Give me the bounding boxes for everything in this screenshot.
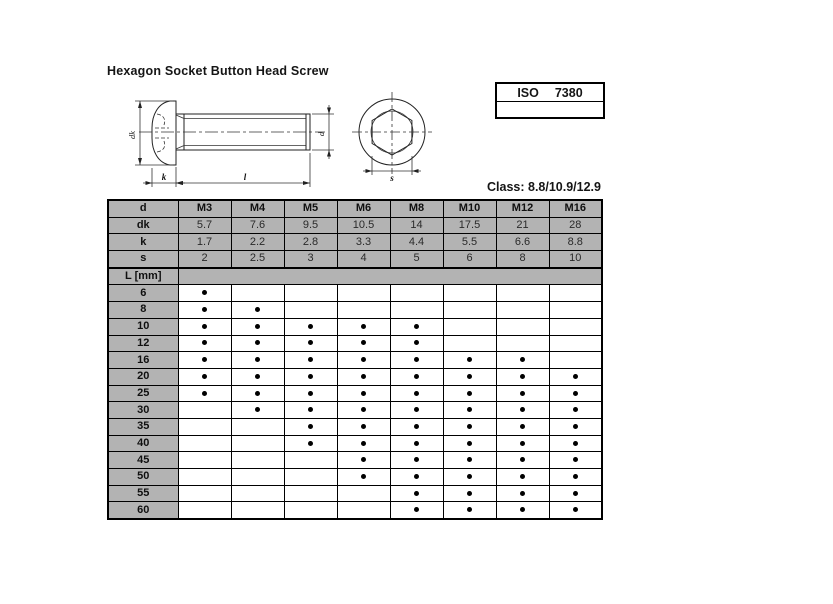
socket-hidden-line-bottom: [157, 141, 165, 152]
length-row: [108, 352, 602, 369]
length-row: [108, 418, 602, 435]
availability-cell: [390, 402, 443, 419]
availability-dot: [414, 391, 419, 396]
availability-cell: [178, 318, 231, 335]
availability-cell: [178, 452, 231, 469]
availability-dot: [255, 340, 260, 345]
availability-dot: [467, 441, 472, 446]
size-header-cell: M8: [390, 200, 443, 217]
availability-dot: [573, 507, 578, 512]
availability-dot: [414, 491, 419, 496]
availability-cell: [231, 302, 284, 319]
availability-dot: [573, 441, 578, 446]
iso-empty-row: [497, 102, 603, 117]
availability-cell: [337, 418, 390, 435]
availability-cell: [496, 368, 549, 385]
availability-cell: [284, 318, 337, 335]
availability-cell: [549, 469, 602, 486]
dim-value-cell: 2: [178, 251, 231, 268]
length-label-cell: 25: [108, 385, 178, 402]
availability-dot: [414, 407, 419, 412]
availability-cell: [337, 285, 390, 302]
length-row: [108, 435, 602, 452]
length-label-cell: 40: [108, 435, 178, 452]
availability-cell: [549, 452, 602, 469]
availability-dot: [414, 324, 419, 329]
availability-cell: [178, 385, 231, 402]
length-row: [108, 402, 602, 419]
availability-dot: [255, 407, 260, 412]
dim-label-l: l: [243, 172, 247, 182]
availability-cell: [496, 335, 549, 352]
availability-dot: [308, 441, 313, 446]
dim-row: [108, 234, 602, 251]
availability-cell: [496, 418, 549, 435]
socket-hidden-line-top: [157, 114, 165, 125]
dim-value-cell: 2.5: [231, 251, 284, 268]
availability-cell: [231, 318, 284, 335]
availability-cell: [496, 318, 549, 335]
availability-dot: [467, 474, 472, 479]
availability-cell: [337, 502, 390, 519]
length-row: [108, 469, 602, 486]
availability-cell: [178, 368, 231, 385]
availability-cell: [496, 352, 549, 369]
availability-cell: [496, 302, 549, 319]
availability-cell: [496, 402, 549, 419]
availability-cell: [443, 368, 496, 385]
availability-cell: [178, 502, 231, 519]
availability-dot: [361, 391, 366, 396]
size-header-cell: M5: [284, 200, 337, 217]
availability-cell: [231, 452, 284, 469]
size-header-cell: M10: [443, 200, 496, 217]
availability-dot: [520, 374, 525, 379]
availability-dot: [255, 374, 260, 379]
length-label-cell: 10: [108, 318, 178, 335]
availability-cell: [231, 335, 284, 352]
size-header-cell: M16: [549, 200, 602, 217]
availability-cell: [337, 302, 390, 319]
dim-value-cell: 28: [549, 217, 602, 234]
availability-dot: [573, 391, 578, 396]
iso-standard-box: [495, 82, 605, 119]
dim-value-cell: 10: [549, 251, 602, 268]
availability-dot: [467, 491, 472, 496]
availability-cell: [496, 502, 549, 519]
availability-cell: [231, 385, 284, 402]
availability-dot: [467, 457, 472, 462]
availability-cell: [284, 469, 337, 486]
availability-cell: [231, 285, 284, 302]
availability-dot: [520, 407, 525, 412]
length-label-cell: 12: [108, 335, 178, 352]
availability-cell: [390, 318, 443, 335]
availability-dot: [308, 391, 313, 396]
availability-cell: [443, 418, 496, 435]
availability-cell: [549, 318, 602, 335]
availability-cell: [443, 385, 496, 402]
side-view: [127, 101, 334, 187]
availability-cell: [390, 368, 443, 385]
dim-value-cell: 6.6: [496, 234, 549, 251]
length-label-cell: 35: [108, 418, 178, 435]
availability-cell: [284, 302, 337, 319]
availability-cell: [390, 435, 443, 452]
dim-value-cell: 5.7: [178, 217, 231, 234]
length-label-cell: 8: [108, 302, 178, 319]
availability-dot: [202, 324, 207, 329]
availability-cell: [443, 318, 496, 335]
availability-dot: [467, 424, 472, 429]
dim-row: [108, 217, 602, 234]
dim-value-cell: 10.5: [337, 217, 390, 234]
dim-value-cell: 21: [496, 217, 549, 234]
availability-dot: [467, 374, 472, 379]
d-arrow-bottom: [327, 150, 331, 157]
availability-cell: [178, 302, 231, 319]
availability-dot: [361, 340, 366, 345]
availability-cell: [284, 352, 337, 369]
availability-cell: [443, 335, 496, 352]
availability-cell: [284, 402, 337, 419]
availability-dot: [467, 507, 472, 512]
length-row: [108, 285, 602, 302]
availability-dot: [573, 457, 578, 462]
length-label-cell: 20: [108, 368, 178, 385]
availability-dot: [414, 507, 419, 512]
availability-cell: [337, 368, 390, 385]
availability-dot: [308, 374, 313, 379]
availability-cell: [284, 435, 337, 452]
availability-dot: [361, 457, 366, 462]
availability-cell: [549, 285, 602, 302]
dim-value-cell: 3: [284, 251, 337, 268]
dim-value-cell: 8.8: [549, 234, 602, 251]
availability-dot: [202, 357, 207, 362]
availability-cell: [178, 402, 231, 419]
availability-cell: [284, 385, 337, 402]
page-title: Hexagon Socket Button Head Screw: [107, 64, 329, 78]
length-label-cell: 60: [108, 502, 178, 519]
availability-dot: [202, 307, 207, 312]
dim-value-cell: 3.3: [337, 234, 390, 251]
availability-dot: [414, 340, 419, 345]
dim-label-cell: s: [108, 251, 178, 268]
chamfer-bottom: [176, 146, 184, 150]
availability-cell: [443, 452, 496, 469]
availability-dot: [467, 357, 472, 362]
size-header-cell: M6: [337, 200, 390, 217]
availability-dot: [520, 357, 525, 362]
dim-value-cell: 2.8: [284, 234, 337, 251]
availability-dot: [520, 441, 525, 446]
dim-value-cell: 8: [496, 251, 549, 268]
length-row: [108, 302, 602, 319]
availability-cell: [178, 335, 231, 352]
availability-cell: [390, 469, 443, 486]
length-row: [108, 335, 602, 352]
size-header-cell: M4: [231, 200, 284, 217]
availability-cell: [443, 469, 496, 486]
availability-dot: [361, 424, 366, 429]
availability-cell: [178, 469, 231, 486]
availability-cell: [443, 352, 496, 369]
availability-dot: [573, 474, 578, 479]
spec-table-body: [108, 200, 602, 519]
dim-value-cell: 1.7: [178, 234, 231, 251]
availability-dot: [308, 324, 313, 329]
availability-cell: [496, 285, 549, 302]
availability-cell: [443, 435, 496, 452]
length-row: [108, 452, 602, 469]
availability-dot: [414, 474, 419, 479]
length-label-cell: 50: [108, 469, 178, 486]
class-note: Class: 8.8/10.9/12.9: [487, 180, 601, 194]
s-arrow-right: [412, 169, 419, 173]
length-header-row: [108, 268, 602, 285]
screw-head-outline: [152, 101, 176, 165]
availability-cell: [178, 285, 231, 302]
availability-cell: [443, 285, 496, 302]
availability-cell: [178, 485, 231, 502]
chamfer-top: [176, 115, 184, 119]
iso-number-label: 7380: [554, 85, 583, 100]
front-view: [352, 92, 432, 183]
availability-dot: [202, 374, 207, 379]
availability-cell: [443, 502, 496, 519]
availability-dot: [255, 357, 260, 362]
availability-cell: [337, 435, 390, 452]
availability-cell: [231, 368, 284, 385]
availability-cell: [390, 385, 443, 402]
length-row: [108, 485, 602, 502]
availability-dot: [308, 424, 313, 429]
availability-cell: [549, 502, 602, 519]
dim-value-cell: 6: [443, 251, 496, 268]
availability-cell: [390, 335, 443, 352]
dim-label-d: d: [316, 131, 326, 137]
availability-cell: [549, 435, 602, 452]
availability-cell: [178, 352, 231, 369]
dk-arrow-top: [138, 101, 142, 108]
length-label-cell: 30: [108, 402, 178, 419]
availability-cell: [284, 285, 337, 302]
availability-cell: [284, 368, 337, 385]
availability-dot: [361, 374, 366, 379]
length-row: [108, 368, 602, 385]
availability-cell: [443, 302, 496, 319]
availability-dot: [414, 374, 419, 379]
availability-cell: [496, 485, 549, 502]
availability-dot: [520, 391, 525, 396]
availability-cell: [443, 402, 496, 419]
d-arrow-top: [327, 108, 331, 115]
availability-cell: [549, 335, 602, 352]
availability-cell: [337, 485, 390, 502]
availability-dot: [414, 357, 419, 362]
availability-cell: [390, 285, 443, 302]
size-header-cell: M3: [178, 200, 231, 217]
availability-cell: [549, 485, 602, 502]
availability-dot: [520, 507, 525, 512]
availability-cell: [390, 302, 443, 319]
availability-dot: [520, 491, 525, 496]
availability-cell: [337, 318, 390, 335]
availability-cell: [231, 485, 284, 502]
dim-value-cell: 2.2: [231, 234, 284, 251]
availability-dot: [573, 374, 578, 379]
availability-cell: [231, 435, 284, 452]
availability-cell: [231, 352, 284, 369]
length-row: [108, 502, 602, 519]
availability-cell: [390, 418, 443, 435]
availability-cell: [284, 335, 337, 352]
dim-value-cell: 9.5: [284, 217, 337, 234]
availability-cell: [231, 469, 284, 486]
availability-dot: [520, 424, 525, 429]
dim-value-cell: 4.4: [390, 234, 443, 251]
availability-dot: [308, 407, 313, 412]
availability-cell: [231, 418, 284, 435]
availability-dot: [202, 290, 207, 295]
length-header-spacer: [178, 268, 602, 285]
availability-cell: [496, 452, 549, 469]
availability-dot: [361, 324, 366, 329]
availability-dot: [361, 441, 366, 446]
availability-cell: [337, 352, 390, 369]
iso-org-label: ISO: [517, 85, 539, 100]
availability-dot: [255, 307, 260, 312]
length-row: [108, 318, 602, 335]
availability-dot: [202, 391, 207, 396]
availability-cell: [231, 502, 284, 519]
length-row: [108, 385, 602, 402]
length-label-cell: 16: [108, 352, 178, 369]
availability-cell: [549, 352, 602, 369]
availability-cell: [496, 435, 549, 452]
availability-dot: [467, 407, 472, 412]
length-label-cell: 55: [108, 485, 178, 502]
availability-dot: [414, 441, 419, 446]
availability-cell: [443, 485, 496, 502]
dim-value-cell: 5.5: [443, 234, 496, 251]
corner-label-cell: d: [108, 200, 178, 217]
size-header-cell: M12: [496, 200, 549, 217]
availability-dot: [573, 491, 578, 496]
iso-standard-row: [497, 84, 603, 102]
availability-dot: [520, 474, 525, 479]
size-header-row: [108, 200, 602, 217]
availability-cell: [178, 435, 231, 452]
availability-cell: [337, 469, 390, 486]
dim-label-dk: dk: [127, 130, 137, 140]
availability-cell: [390, 485, 443, 502]
availability-dot: [308, 340, 313, 345]
availability-cell: [549, 418, 602, 435]
availability-cell: [178, 418, 231, 435]
availability-dot: [361, 357, 366, 362]
availability-dot: [255, 391, 260, 396]
dim-row: [108, 251, 602, 268]
dim-label-cell: dk: [108, 217, 178, 234]
dim-value-cell: 5: [390, 251, 443, 268]
availability-dot: [202, 340, 207, 345]
length-header-cell: L [mm]: [108, 268, 178, 285]
availability-cell: [496, 385, 549, 402]
availability-cell: [337, 402, 390, 419]
availability-cell: [496, 469, 549, 486]
availability-cell: [337, 385, 390, 402]
dk-arrow-bottom: [138, 158, 142, 165]
availability-cell: [549, 385, 602, 402]
dim-label-s: s: [390, 173, 394, 183]
availability-cell: [337, 335, 390, 352]
length-label-cell: 6: [108, 285, 178, 302]
availability-dot: [308, 357, 313, 362]
availability-cell: [390, 502, 443, 519]
dim-value-cell: 14: [390, 217, 443, 234]
availability-dot: [573, 424, 578, 429]
availability-cell: [284, 452, 337, 469]
availability-cell: [549, 402, 602, 419]
availability-cell: [549, 368, 602, 385]
availability-dot: [255, 324, 260, 329]
availability-cell: [284, 502, 337, 519]
availability-cell: [390, 452, 443, 469]
availability-cell: [337, 452, 390, 469]
availability-cell: [284, 418, 337, 435]
availability-dot: [361, 474, 366, 479]
dim-value-cell: 4: [337, 251, 390, 268]
availability-cell: [549, 302, 602, 319]
length-label-cell: 45: [108, 452, 178, 469]
spec-table: [107, 199, 603, 520]
availability-dot: [520, 457, 525, 462]
availability-cell: [231, 402, 284, 419]
dim-label-cell: k: [108, 234, 178, 251]
availability-cell: [284, 485, 337, 502]
dim-label-k: k: [161, 172, 167, 182]
availability-dot: [414, 424, 419, 429]
availability-dot: [467, 391, 472, 396]
dim-value-cell: 7.6: [231, 217, 284, 234]
s-arrow-left: [366, 169, 373, 173]
availability-dot: [573, 407, 578, 412]
availability-cell: [390, 352, 443, 369]
availability-dot: [361, 407, 366, 412]
availability-dot: [414, 457, 419, 462]
dim-value-cell: 17.5: [443, 217, 496, 234]
